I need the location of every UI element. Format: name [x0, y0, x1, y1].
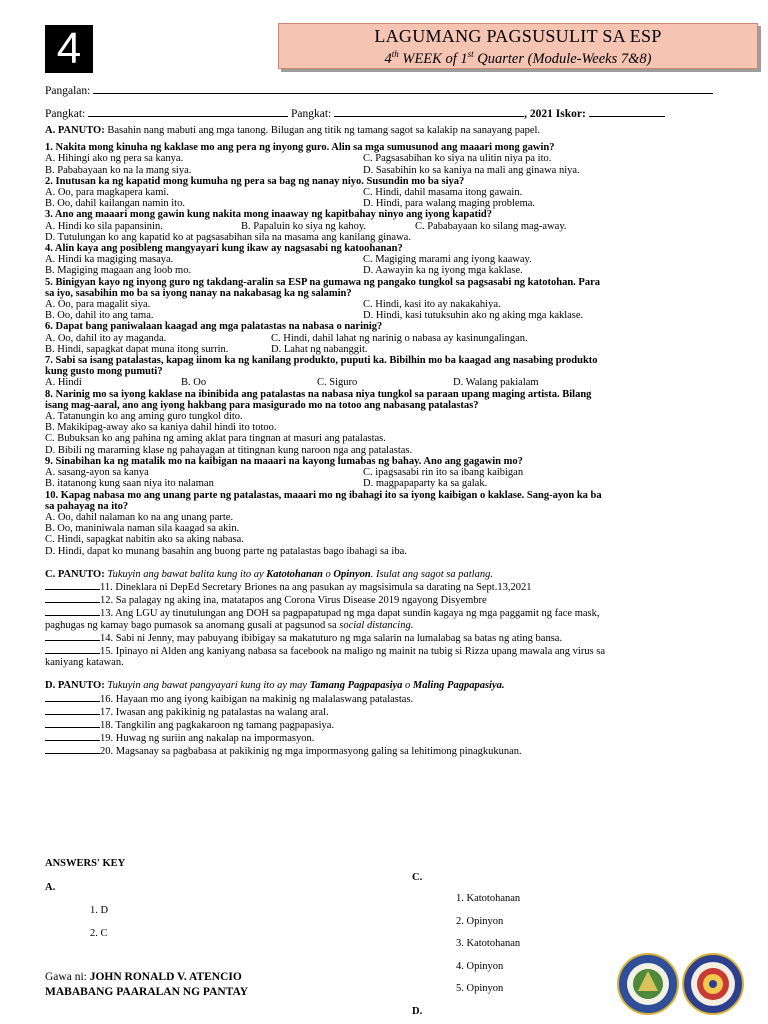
question-1: 1. Nakita mong kinuha ng kaklase mo ang pera ng inyong guro. Alin sa mga sumusunod ang maaari mong gawin? A. Hihingi ako ng pera sa kanya. C. Pagsasabihan ko siya na ulitin niya pa ito. B. Pababayaan ko na la mang siya. D. Sasabihin ko sa kaniya na mali ang ginawa niya.	[45, 142, 715, 176]
answer-item: 3. Katotohanan	[456, 938, 521, 949]
answers-c-head: C.	[412, 872, 423, 883]
choice[interactable]: D. Hindi, para walang maging problema.	[363, 198, 536, 210]
choice[interactable]: D. Sasabihin ko sa kaniya na mali ang ginawa niya.	[363, 164, 580, 176]
section-field[interactable]	[88, 106, 288, 117]
choice[interactable]: B. Oo, dahil ito ang tama.	[45, 310, 154, 322]
question-6: 6. Dapat bang paniwalaan kaagad ang mga palatastas na nabasa o narinig? A. Oo, dahil ito ay maganda. C. Hindi, dahil lahat ng narinig o nabasa ay kasinungalingan. B. Hindi, sapagkat dapat muna itong surrin. D. Lahat ng nabanggit.	[45, 321, 715, 355]
title-banner	[278, 23, 758, 69]
choice[interactable]: C. Siguro	[317, 377, 358, 389]
choice[interactable]: D. Walang pakialam	[453, 377, 539, 389]
answer-blank[interactable]	[45, 580, 100, 590]
choice[interactable]: A. Oo, dahil nalaman ko na ang unang parte.	[45, 511, 234, 523]
choice[interactable]: A. Tatanungin ko ang aming guro tungkol dito.	[45, 411, 243, 423]
choice[interactable]: D. Aawayin ka ng iyong mga kaklase.	[363, 265, 523, 277]
choice[interactable]: D. Hindi, kasi tutuksuhin ako ng aking mga kaklase.	[363, 310, 584, 322]
page-title: LAGUMANG PAGSUSULIT SA ESP	[374, 26, 662, 46]
item-15: 15. Ipinayo ni Alden ang kaniyang nabasa sa facebook na maligo ng mainit na tubig si Rizza upang mawala ang virus sa kaniyang katawan.	[45, 645, 606, 669]
answer-item: 1. D	[90, 905, 109, 916]
choice[interactable]: B. Oo, maniniwala naman sila kaagad sa akin.	[45, 523, 240, 535]
answer-blank[interactable]	[45, 644, 100, 654]
answer-item: 1. Katotohanan	[456, 893, 521, 904]
school-name: MABABANG PAARALAN NG PANTAY	[45, 986, 249, 998]
answer-blank[interactable]	[45, 718, 100, 728]
part-a-instructions: A. PANUTO: Basahin nang mabuti ang mga tanong. Bilugan ang titik ng tamang sagot sa kalakip na sanayang papel.	[45, 125, 541, 136]
item-12: 12. Sa palagay ng aking ina, matatapos ang Corona Virus Disease 2019 ngayong Disyembre	[45, 593, 715, 606]
question-3: 3. Ano ang maaari mong gawin kung nakita mong inaaway ng kapitbahay ninyo ang iyong kapatid? A. Hindi ko sila papansinin. B. Papaluin ko siya ng kahoy. C. Pababayaan ko silang mag-away. D. Tutulungan ko ang kapatid ko at pagsasabihan sila na masama ang kanilang ginawa.	[45, 209, 715, 243]
answer-blank[interactable]	[45, 744, 100, 754]
choice[interactable]: B. Oo, dahil kailangan namin ito.	[45, 198, 185, 210]
school-seal-icon	[617, 953, 679, 1015]
item-13: 13. Ang LGU ay tinutulungan ang DOH sa pagpapatupad ng mga dapat sundin kagaya ng mga paggamit ng face mask, paghugas ng kamay bago pumasok sa anomang gusali at pagsunod sa social distancing.	[45, 608, 600, 631]
quarter-number-badge: 4	[45, 25, 93, 73]
choice[interactable]: A. Oo, para magkapera kami.	[45, 187, 169, 199]
answer-blank[interactable]	[45, 606, 100, 616]
choice[interactable]: D. Lahat ng nabanggit.	[271, 343, 368, 355]
answers-a-head: A.	[45, 882, 56, 893]
choice[interactable]: D. Tutulungan ko ang kapatid ko at pagsasabihan sila na masama ang kanilang ginawa.	[45, 231, 411, 243]
choice[interactable]: C. Hindi, sapagkat nabitin ako sa aking nabasa.	[45, 534, 244, 546]
answer-item: 4. Opinyon	[456, 961, 504, 972]
name-line: Pangalan:	[45, 83, 713, 97]
page-subtitle: 4th WEEK of 1st Quarter (Module-Weeks 7&8)	[384, 49, 652, 67]
choice[interactable]: C. Hindi, dahil lahat ng narinig o nabasa ay kasinungalingan.	[271, 332, 528, 344]
choice[interactable]: C. Hindi, dahil masama itong gawain.	[363, 187, 523, 199]
part-c-instructions: C. PANUTO: Tukuyin ang bawat balita kung ito ay Katotohanan o Opinyon. Isulat ang sagot sa patlang.	[45, 568, 493, 580]
item-20: 20. Magsanay sa pagbabasa at pakikinig ng mga impormasyong galing sa lehitimong pinagkukunan.	[45, 744, 715, 757]
quiz-content	[45, 125, 715, 758]
choice[interactable]: D. magpapaparty ka sa galak.	[363, 478, 488, 490]
answer-blank[interactable]	[45, 692, 100, 702]
choice[interactable]: A. Oo, para magalit siya.	[45, 299, 151, 311]
item-19: 19. Huwag ng suriin ang nakalap na impormasyon.	[45, 731, 715, 744]
choice[interactable]: B. itatanong kung saan niya ito nalaman	[45, 478, 214, 490]
choice[interactable]: A. Hindi ka magiging masaya.	[45, 254, 174, 266]
answer-item: 2. Opinyon	[456, 916, 504, 927]
answer-blank[interactable]	[45, 731, 100, 741]
question-5: 5. Binigyan kayo ng inyong guro ng takdang-aralin sa ESP na gumawa ng pangako tungkol sa pagsasabi ng katotohan. Para sa iyo, sasabihin mo ba sa iyong nanay na nakabasag ka ng salamin? A. Oo, para magalit siya. C. Hindi, kasi ito ay nakakahiya. B. Oo, dahil ito ang tama. D. Hindi, kasi tutuksuhin ako ng aking mga kaklase.	[45, 277, 715, 322]
question-7: 7. Sabi sa isang patalastas, kapag iinom ka ng kanilang produkto, puputi ka. Bibilhin mo ba kaagad ang nasabing produkto kung gusto mong pumuti? A. Hindi B. Oo C. Siguro D. Walang pakialam	[45, 355, 715, 389]
answer-blank[interactable]	[45, 631, 100, 641]
item-18: 18. Tangkilin ang pagkakaroon ng tamang pagpapasiya.	[45, 718, 715, 731]
question-4: 4. Alin kaya ang posibleng mangyayari kung ikaw ay nagsasabi ng katoohanan? A. Hindi ka magiging masaya. C. Magiging marami ang iyong kaaway. B. Magiging magaan ang loob mo. D. Aawayin ka ng iyong mga kaklase.	[45, 243, 715, 277]
choice[interactable]: C. Pagsasabihan ko siya na ulitin niya pa ito.	[363, 153, 552, 165]
choice[interactable]: C. ipagsasabi rin ito sa ibang kaibigan	[363, 467, 524, 479]
choice[interactable]: D. Hindi, dapat ko munang basahin ang buong parte ng patalastas bago ibahagi sa iba.	[45, 545, 407, 557]
choice[interactable]: A. Hihingi ako ng pera sa kanya.	[45, 153, 184, 165]
section-line: Pangkat: Pangkat: , 2021 Iskor:	[45, 106, 665, 120]
item-17: 17. Iwasan ang pakikinig ng patalastas na walang aral.	[45, 705, 715, 718]
choice[interactable]: A. Hindi	[45, 377, 82, 389]
name-field[interactable]	[93, 83, 713, 94]
choice[interactable]: B. Hindi, sapagkat dapat muna itong surrin.	[45, 343, 229, 355]
part-d-instructions: D. PANUTO: Tukuyin ang bawat pangyayari kung ito ay may Tamang Pagpapasiya o Maling Pagpapasiya.	[45, 680, 505, 692]
item-14: 14. Sabi ni Jenny, may pabuyang ibibigay sa makatuturo ng mga salarin na lumalabag sa batas ng ating bansa.	[45, 631, 715, 644]
choice[interactable]: C. Pababayaan ko silang mag-away.	[415, 220, 567, 232]
score-field[interactable]	[589, 106, 665, 117]
answer-item: 2. C	[90, 928, 108, 939]
item-11: 11. Dineklara ni DepEd Secretary Briones na ang pasukan ay magsisimula sa darating na Sept.13,2021	[45, 580, 715, 593]
author-line: Gawa ni: JOHN RONALD V. ATENCIO	[45, 971, 242, 983]
answer-item: 5. Opinyon	[456, 983, 504, 994]
question-8: 8. Narinig mo sa iyong kaklase na ibinibida ang patalastas na nabasa niya tungkol sa paraan upang maging artista. Bilang isang mag-aaral, ano ang iyong hakbang para masigurado mo na totoo ang nabasang patalastas? A. Tatanungin ko ang aming guro tungkol dito. B. Makikipag-away ako sa kaniya dahil hindi ito totoo. C. Bubuksan ko ang pahina ng aming aklat para tingnan at masuri ang patalastas. D. Bibili ng maraming klase ng pahayagan at titingnan kung naroon nga ang patalastas.	[45, 389, 715, 456]
answer-blank[interactable]	[45, 593, 100, 603]
choice[interactable]: D. Bibili ng maraming klase ng pahayagan at titingnan kung naroon nga ang patalastas.	[45, 444, 413, 456]
item-16: 16. Hayaan mo ang iyong kaibigan na makinig ng malalaswang patalastas.	[45, 692, 715, 705]
date-field[interactable]	[334, 106, 524, 117]
choice[interactable]: B. Papaluin ko siya ng kahoy.	[241, 220, 367, 232]
choice[interactable]: B. Oo	[181, 377, 207, 389]
choice[interactable]: B. Magiging magaan ang loob mo.	[45, 265, 192, 277]
choice[interactable]: A. sasang-ayon sa kanya	[45, 467, 149, 479]
choice[interactable]: B. Makikipag-away ako sa kaniya dahil hindi ito totoo.	[45, 422, 277, 434]
answer-blank[interactable]	[45, 705, 100, 715]
question-10: 10. Kapag nabasa mo ang unang parte ng patalastas, maaari mo ng ibahagi ito sa iyong kaibigan o kaklase. Sang-ayon ka ba sa pahayag na ito? A. Oo, dahil nalaman ko na ang unang parte. B. Oo, maniniwala naman sila kaagad sa akin. C. Hindi, sapagkat nabitin ako sa aking nabasa. D. Hindi, dapat ko munang basahin ang buong parte ng patalastas bago ibahagi sa iba.	[45, 490, 715, 557]
question-9: 9. Sinabihan ka ng matalik mo na kaibigan na maaari na kayong lumabas ng bahay. Ano ang gagawin mo? A. sasang-ayon sa kanya C. ipagsasabi rin ito sa ibang kaibigan B. itatanong kung saan niya ito nalaman D. magpapaparty ka sa galak.	[45, 456, 715, 490]
choice[interactable]: C. Hindi, kasi ito ay nakakahiya.	[363, 299, 501, 311]
choice[interactable]: A. Oo, dahil ito ay maganda.	[45, 332, 167, 344]
choice[interactable]: A. Hindi ko sila papansinin.	[45, 220, 163, 232]
answers-key-title: ANSWERS' KEY	[45, 858, 126, 869]
choice[interactable]: C. Magiging marami ang iyong kaaway.	[363, 254, 532, 266]
question-2: 2. Inutusan ka ng kapatid mong kumuha ng pera sa bag ng nanay niyo. Susundin mo ba siya? A. Oo, para magkapera kami. C. Hindi, dahil masama itong gawain. B. Oo, dahil kailangan namin ito. D. Hindi, para walang maging problema.	[45, 176, 715, 210]
choice[interactable]: B. Pababayaan ko na la mang siya.	[45, 164, 192, 176]
answers-d-head: D.	[412, 1006, 423, 1017]
deped-seal-icon	[682, 953, 744, 1015]
choice[interactable]: C. Bubuksan ko ang pahina ng aming aklat para tingnan at masuri ang patalastas.	[45, 433, 386, 445]
